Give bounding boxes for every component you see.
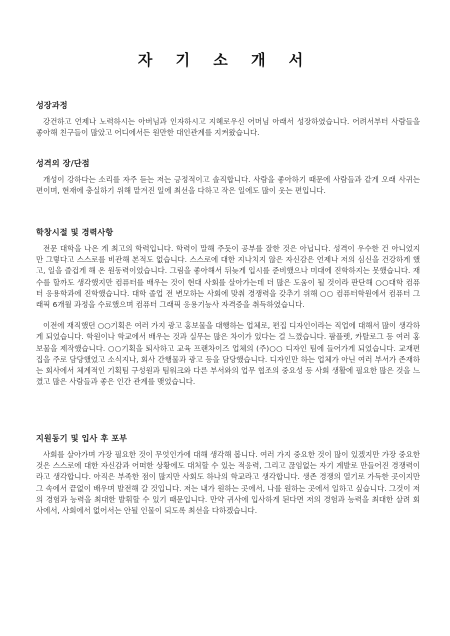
section-education-career: [36, 227, 420, 387]
section-heading: 성격의 장/단점: [36, 159, 90, 168]
document-title: 자 기 소 개 서: [137, 51, 313, 69]
section-heading: 성장과정: [36, 101, 68, 110]
section-growth: [36, 100, 420, 138]
section-personality: [36, 158, 420, 196]
section-paragraph: 강건하고 언제나 노력하시는 아버님과 인자하시고 지혜로우신 어머님 아래서 성장하였습니다. 어려서부터 사람들을 좋아해 친구들이 많았고 어디에서든 원만한 대인관계를 지켜왔습니다.: [36, 117, 420, 138]
section-paragraph: 개성이 강하다는 소리를 자주 듣는 저는 긍정적이고 솔직합니다. 사람을 좋아하기 때문에 사람들과 같게 오래 사귀는 편이며, 현재에 충실하기 위해 맡겨진 일에 최선을 다하고 작은 일에도 많이 웃는 편입니다.: [36, 175, 420, 196]
section-heading: 학창시절 및 경력사항: [36, 228, 114, 237]
section-paragraph: 전문 대학을 나온 게 최고의 학력입니다. 학력이 말해 주듯이 공부를 잘한 것은 아닙니다. 성격이 우수한 건 아니었지만 그렇다고 스스로를 비관해 본적도 없습니다. 스스로에 대한 지나치지 않은 자신감은 언제나 저의 심신을 건강하게 했고, 일을 즐겁게 해 온 원동력이었습니다. 그림을 좋아해서 뒤늦게 입시를 준비했으나 미대에 진학하지는 못했습니다. 재수를 할까도 생각했지만 컴퓨터를 배우는 것이 현대 사회를 살아가는데 더 많은 도움이 될 것이라 판단해 ○○대학 컴퓨터 응용학과에 진학했습니다. 대학 졸업 전 변모하는 사회에 맞춰 경쟁력을 갖추기 위해 ○○ 컴퓨터학원에서 컴퓨터 그래픽 6개월 과정을 수료했으며 컴퓨터 그래픽 응용기능사 자격증을 취득하였습니다.: [36, 244, 420, 310]
section-paragraph: 사회를 살아가며 가장 필요한 것이 무엇인가에 대해 생각해 봅니다. 여러 가지 중요한 것이 많이 있겠지만 가장 중요한 것은 스스로에 대한 자신감과 어떠한 상황에도 대처할 수 있는 적응력, 그리고 끊임없는 자기 계발로 만들어진 경쟁력이라고 생각합니다. 아직은 부족한 점이 많지만 사회도 하나의 학교라고 생각합니다. 생존 경쟁의 열기로 가득한 곳이지만 그 속에서 끝없이 배우며 발전해 갈 것입니다. 저는 내가 원하는 곳에서, 나를 원하는 곳에서 일하고 싶습니다. 그것이 저의 경험과 능력을 최대한 발휘할 수 있기 때문입니다. 만약 귀사에 입사하게 된다면 저의 경험과 능력을 최대한 살려 회사에서, 사회에서 없어서는 안될 인물이 되도록 최선을 다하겠습니다.: [36, 450, 420, 516]
section-heading: 지원동기 및 입사 후 포부: [36, 434, 128, 443]
section-motivation: [36, 433, 420, 516]
section-paragraph: 이전에 재직했던 ○○기획은 여러 가지 광고 홍보물을 대행하는 업체로, 편집 디자인이라는 직업에 대해서 많이 생각하게 되었습니다. 학원이나 학교에서 배우는 것과 실무는 많은 차이가 있다는 걸 느꼈습니다. 팜플렛, 카탈로그 등 여러 홍보물을 제작했습니다. ○○기획을 퇴사하고 교육 프랜차이즈 업체의 (주)○○ 디자인 팀에 들어가게 되었습니다. 교재편집을 주로 담당했었고 소식지나, 회사 간행물과 광고 등을 담당했습니다. 디자인만 하는 업체가 아닌 여러 부서가 존재하는 회사에서 체계적인 기획팀 구성원과 팀워크와 다른 부서와의 업무 협조의 중요성 등 사회 생활에 필요한 많은 것을 느꼈고 많은 사람들과 좋은 인간 관계를 맺었습니다.: [36, 321, 420, 387]
